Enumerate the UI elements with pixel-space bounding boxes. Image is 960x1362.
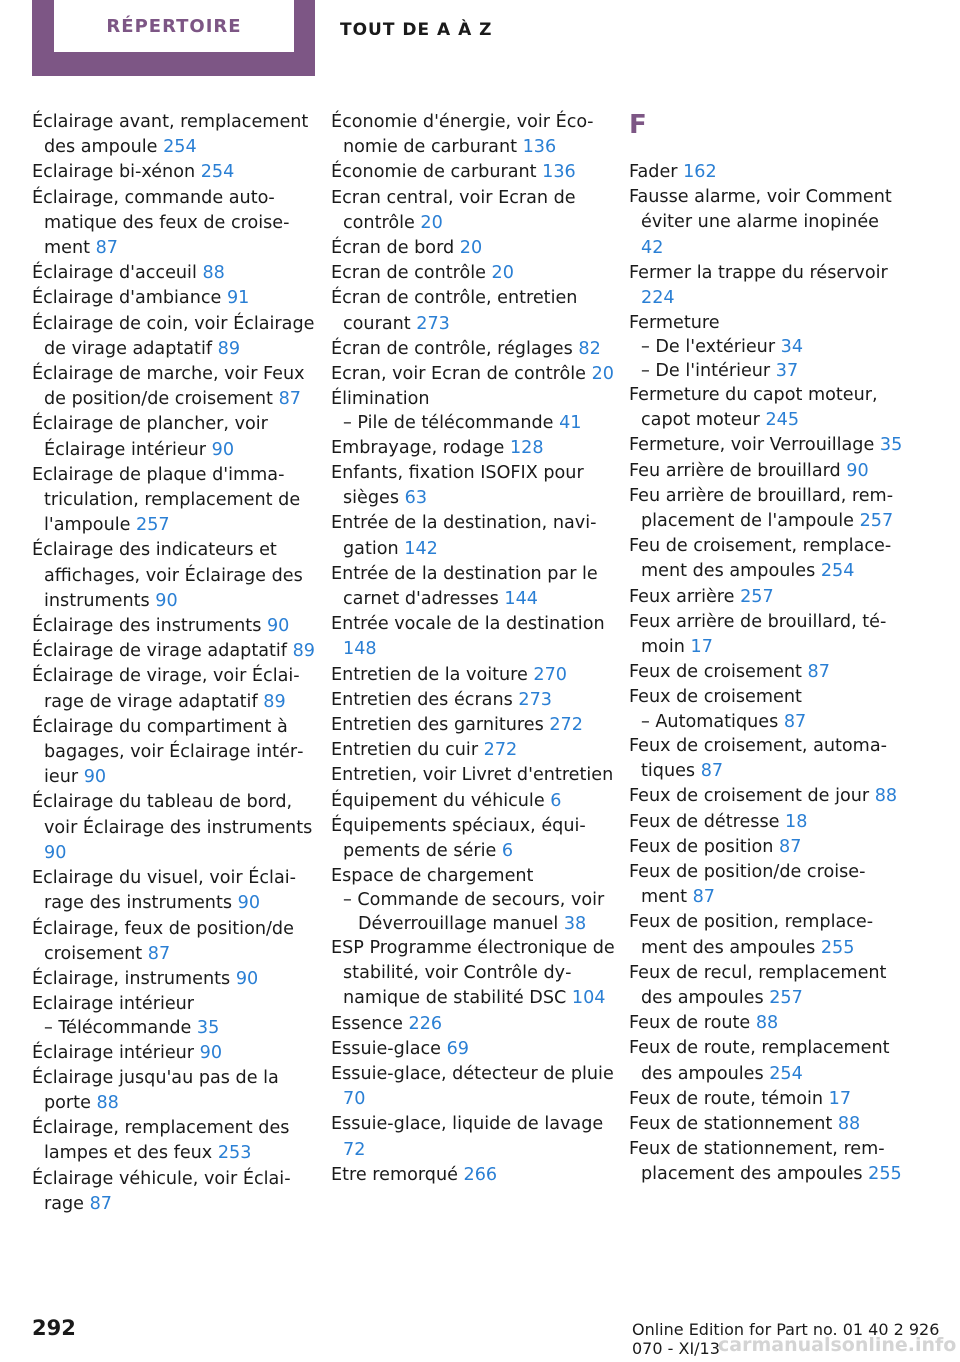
entry-text: Embrayage, rodage: [331, 437, 505, 458]
page-link[interactable]: 87: [89, 1193, 112, 1214]
index-entry: [629, 534, 904, 584]
index-entry: [629, 810, 904, 835]
page-link[interactable]: 144: [504, 588, 538, 609]
entry-text: Eclairage intérieur: [32, 994, 195, 1015]
entry-text: Éclairage de virage adaptatif: [32, 641, 287, 662]
entry-text: Feux de route, remplacement des ampoules: [629, 1038, 890, 1084]
index-entry: [331, 186, 616, 236]
page-link[interactable]: 270: [533, 664, 568, 685]
index-entry: [331, 236, 616, 261]
entry-text: Feux de détresse: [629, 811, 780, 832]
index-entry: [32, 1116, 317, 1166]
entry-text: Éclairage d'acceuil: [32, 263, 197, 284]
page-link[interactable]: 35: [879, 435, 903, 456]
entry-text: Feux de position/de croisement: [629, 861, 866, 908]
entry-text: Équipement du véhicule: [331, 790, 545, 811]
index-entry: [331, 362, 616, 387]
entry-text: Feux de position: [629, 836, 774, 857]
index-entry: [331, 612, 616, 662]
index-entry: [32, 1167, 317, 1217]
entry-text: Essuie-glace, détecteur de pluie: [331, 1064, 614, 1084]
entry-text: Feu arrière de brouillard, remplacement de l'ampoule: [629, 485, 894, 532]
index-entry: [629, 1137, 904, 1187]
entry-text: Éclairage avant, remplacement des ampoule: [32, 112, 309, 158]
index-entry: [331, 688, 616, 713]
entry-text: Écran de contrôle, entretien courant: [331, 288, 578, 334]
index-entry: [629, 484, 904, 534]
page-link[interactable]: 90: [83, 767, 107, 788]
index-column-2: [331, 110, 616, 1188]
page-link[interactable]: 255: [820, 937, 855, 958]
index-letter-heading: F: [629, 110, 647, 140]
index-column-1: [32, 110, 317, 1217]
entry-text: Fermer la trappe du réservoir: [629, 262, 888, 283]
index-entry: [32, 790, 317, 866]
page-link[interactable]: 254: [820, 561, 855, 582]
index-entry: [331, 713, 616, 738]
index-entry: [629, 433, 904, 458]
entry-text: Feu arrière de brouillard: [629, 460, 841, 481]
index-entry: [331, 1012, 616, 1037]
index-entry: [331, 789, 616, 814]
entry-text: Entrée vocale de la destination: [331, 614, 605, 635]
index-entry: [629, 1036, 904, 1086]
index-entry: [629, 160, 904, 185]
index-entry: [331, 110, 616, 160]
index-entry: [331, 511, 616, 561]
index-entry: [331, 1037, 616, 1062]
entry-text: Élimination: [331, 389, 430, 410]
entry-text: Entretien des garnitures: [331, 714, 544, 735]
index-entry: [32, 538, 317, 614]
page-link[interactable]: 245: [765, 410, 800, 431]
index-subentry: [331, 889, 616, 936]
page-link[interactable]: 136: [522, 137, 557, 158]
page-link[interactable]: 90: [846, 460, 869, 481]
index-entry: [32, 412, 317, 462]
page-link[interactable]: 89: [217, 338, 241, 359]
index-entry: [629, 685, 904, 710]
index-entry: [32, 261, 317, 286]
page-link[interactable]: 87: [807, 662, 830, 683]
entry-text: Feux de stationnement, remplacement des ampoules: [629, 1139, 885, 1185]
tab-repertoire-inner: [54, 0, 294, 52]
index-entry: [32, 967, 317, 992]
index-entry: [32, 664, 317, 714]
index-entry: [331, 1112, 616, 1162]
page-link[interactable]: 20: [420, 212, 443, 233]
entry-text: Éclairage du compartiment à bagages, voir Éclairage intérieur: [32, 716, 304, 788]
page-link[interactable]: 148: [343, 639, 377, 660]
page-link[interactable]: 254: [163, 137, 197, 158]
page-link[interactable]: 87: [278, 389, 301, 410]
index-entry: [32, 463, 317, 539]
index-entry: [629, 311, 904, 336]
entry-text: – Commande de secours, voir Déverrouillage manuel: [343, 890, 605, 934]
entry-text: Fermeture du capot moteur, capot moteur: [629, 385, 878, 431]
page-link[interactable]: 88: [96, 1093, 119, 1114]
entry-text: Feux de position, remplacement des ampoules: [629, 912, 874, 958]
index-entry: [331, 387, 616, 412]
index-entry: [629, 261, 904, 311]
index-entry: [331, 562, 616, 612]
index-entry: [331, 663, 616, 688]
page-link[interactable]: 142: [404, 538, 438, 559]
index-entry: [32, 1041, 317, 1066]
index-entry: [629, 1112, 904, 1137]
page-link[interactable]: 89: [292, 641, 315, 662]
page-link[interactable]: 266: [463, 1164, 498, 1185]
entry-text: – Pile de télécommande: [343, 413, 554, 434]
index-entry: [331, 286, 616, 336]
index-entry: [629, 734, 904, 784]
page-link[interactable]: 273: [518, 689, 552, 710]
entry-text: Entretien du cuir: [331, 740, 479, 761]
page-link[interactable]: 91: [226, 288, 250, 309]
index-entry: [629, 961, 904, 1011]
entry-text: Fausse alarme, voir Comment éviter une alarme inopinée: [629, 187, 892, 233]
index-entry: [331, 864, 616, 889]
index-entry: [629, 910, 904, 960]
entry-text: ESP Programme électronique de stabilité, voir Contrôle dynamique de stabilité DSC: [331, 937, 615, 1009]
entry-text: Écran de bord: [331, 238, 455, 259]
index-subentry: [629, 711, 904, 734]
entry-text: – Télécommande: [44, 1018, 192, 1039]
page-link[interactable]: 254: [769, 1063, 803, 1084]
entry-text: Ecran central, voir Ecran de contrôle: [331, 187, 576, 233]
entry-text: Éclairage intérieur: [32, 1042, 195, 1063]
page-link[interactable]: 90: [211, 439, 235, 460]
page-link[interactable]: 6: [550, 790, 562, 811]
entry-text: Eclairage bi-xénon: [32, 162, 196, 183]
page-link[interactable]: 88: [874, 786, 898, 807]
entry-text: Feux de stationnement: [629, 1114, 833, 1134]
page-link[interactable]: 257: [136, 515, 170, 536]
index-entry: [331, 337, 616, 362]
page-link[interactable]: 6: [501, 840, 514, 861]
index-entry: [629, 610, 904, 660]
page-link[interactable]: 90: [266, 616, 290, 637]
index-entry: [629, 185, 904, 261]
index-entry: [331, 436, 616, 461]
entry-text: Fader: [629, 162, 678, 182]
index-entry: [32, 312, 317, 362]
entry-text: Entretien de la voiture: [331, 664, 528, 685]
page-link[interactable]: 20: [459, 238, 483, 259]
entry-text: Ecran, voir Ecran de contrôle: [331, 364, 586, 385]
entry-text: Feux de route: [629, 1013, 751, 1034]
entry-text: Éclairage véhicule, voir Éclairage: [32, 1168, 291, 1214]
page-link[interactable]: 87: [783, 711, 807, 732]
entry-text: Éclairage du tableau de bord, voir Éclairage des instruments: [32, 792, 313, 838]
page-link[interactable]: 87: [147, 943, 171, 964]
index-entry: [32, 160, 317, 185]
entry-text: Eclairage de plaque d'immatriculation, remplacement de l'ampoule: [32, 464, 301, 536]
index-entry: [331, 461, 616, 511]
index-entry: [331, 763, 616, 788]
tab-repertoire[interactable]: [32, 0, 315, 76]
entry-text: Feux de route, témoin: [629, 1088, 824, 1109]
entry-text: Éclairage de marche, voir Feux de position/de croisement: [32, 364, 305, 410]
page-link[interactable]: 90: [44, 842, 67, 863]
page-link[interactable]: 257: [769, 987, 803, 1008]
watermark: carmanualsonline.info: [718, 1334, 957, 1356]
index-entry: [32, 866, 317, 916]
entry-text: Essuie-glace, liquide de lavage: [331, 1114, 604, 1135]
entry-text: Entretien des écrans: [331, 689, 513, 710]
page-link[interactable]: 162: [683, 162, 717, 182]
page-link[interactable]: 90: [155, 590, 178, 611]
entry-text: Éclairage, instruments: [32, 968, 231, 989]
page-link[interactable]: 20: [491, 263, 514, 284]
entry-text: Fermeture, voir Verrouillage: [629, 435, 875, 456]
page-link[interactable]: 41: [559, 413, 582, 434]
entry-text: Feux de recul, remplacement des ampoules: [629, 962, 887, 1008]
page-link[interactable]: 136: [542, 162, 576, 183]
entry-text: Feux arrière de brouillard, témoin: [629, 611, 887, 658]
index-entry: [629, 660, 904, 685]
entry-text: Éclairage de virage, voir Éclairage de virage adaptatif: [32, 666, 300, 712]
page-link[interactable]: 17: [828, 1088, 852, 1109]
entry-text: Éclairage, commande automatique des feux de croisement: [32, 187, 290, 259]
page-link[interactable]: 72: [343, 1139, 366, 1160]
page-link[interactable]: 253: [217, 1143, 252, 1164]
entry-text: – Automatiques: [641, 711, 779, 732]
page-link[interactable]: 38: [563, 913, 587, 934]
index-entry: [32, 614, 317, 639]
entry-text: Entrée de la destination, navigation: [331, 513, 597, 559]
index-entry: [331, 261, 616, 286]
page-link[interactable]: 254: [200, 162, 235, 183]
page-link[interactable]: 90: [199, 1042, 223, 1063]
index-entry: [629, 784, 904, 809]
page-link[interactable]: 87: [700, 761, 724, 782]
entry-text: Eclairage du visuel, voir Éclairage des instruments: [32, 868, 296, 914]
entry-text: Éclairage, feux de position/de croisement: [32, 918, 294, 964]
entry-text: Entretien, voir Livret d'entretien: [331, 765, 614, 786]
tab-repertoire-label: RÉPERTOIRE: [106, 15, 242, 37]
index-entry: [32, 715, 317, 791]
page-link[interactable]: 35: [196, 1018, 220, 1039]
page-link[interactable]: 82: [578, 338, 601, 359]
page-link[interactable]: 224: [641, 288, 675, 309]
page-link[interactable]: 18: [785, 811, 808, 832]
index-subentry: [331, 412, 616, 435]
page-link[interactable]: 128: [509, 437, 544, 458]
page-number: 292: [32, 1316, 76, 1340]
entry-text: Espace de chargement: [331, 866, 534, 887]
entry-text: Éclairage, remplacement des lampes et des feux: [32, 1118, 290, 1164]
entry-text: Écran de contrôle, réglages: [331, 338, 573, 359]
page-link[interactable]: 87: [779, 836, 802, 857]
page-link[interactable]: 63: [404, 488, 428, 509]
page-link[interactable]: 273: [416, 313, 450, 334]
entry-text: Économie d'énergie, voir Économie de carburant: [331, 112, 594, 158]
page-link[interactable]: 272: [549, 714, 583, 735]
index-subentry: [629, 336, 904, 359]
page-link[interactable]: 88: [837, 1114, 861, 1134]
page-link[interactable]: 37: [775, 360, 799, 381]
index-entry: [629, 835, 904, 860]
entry-text: Éclairage des instruments: [32, 616, 262, 637]
index-entry: [331, 1062, 616, 1112]
page-link[interactable]: 272: [483, 740, 518, 761]
index-entry: [32, 362, 317, 412]
index-entry: [32, 286, 317, 311]
page-link[interactable]: 90: [237, 893, 261, 914]
index-entry: [32, 110, 317, 160]
entry-text: Feu de croisement, remplacement des ampoules: [629, 536, 892, 582]
page-link[interactable]: 226: [408, 1013, 443, 1034]
page-link[interactable]: 90: [235, 968, 259, 989]
page-link[interactable]: 255: [868, 1164, 902, 1185]
index-entry: [629, 860, 904, 910]
page-link[interactable]: 257: [740, 586, 774, 607]
entry-text: Éclairage de plancher, voir Éclairage intérieur: [32, 414, 268, 460]
entry-text: Etre remorqué: [331, 1164, 458, 1185]
index-entry: [331, 936, 616, 1012]
page-link[interactable]: 87: [692, 887, 715, 908]
index-entry: [629, 1011, 904, 1036]
index-entry: [32, 639, 317, 664]
index-entry: [331, 160, 616, 185]
entry-text: – De l'extérieur: [641, 337, 776, 358]
entry-text: Éclairage jusqu'au pas de la porte: [32, 1067, 279, 1114]
entry-text: Éclairage d'ambiance: [32, 288, 222, 309]
entry-text: Feux de croisement: [629, 662, 802, 683]
page-link[interactable]: 88: [202, 263, 225, 284]
entry-text: Économie de carburant: [331, 162, 537, 183]
entry-text: Éclairage des indicateurs et affichages, voir Éclairage des instruments: [32, 540, 303, 611]
page-link[interactable]: 20: [591, 364, 614, 385]
index-entry: [629, 1087, 904, 1112]
entry-text: Essuie-glace: [331, 1038, 441, 1059]
index-entry: [32, 1066, 317, 1116]
entry-text: – De l'intérieur: [641, 360, 771, 381]
page-link[interactable]: 42: [641, 237, 664, 258]
page-link[interactable]: 34: [780, 337, 804, 358]
page-link[interactable]: 17: [690, 637, 713, 658]
entry-text: Enfants, fixation ISOFIX pour sièges: [331, 462, 584, 509]
index-entry: [629, 459, 904, 484]
index-entry: [331, 814, 616, 864]
page-link[interactable]: 70: [343, 1089, 366, 1110]
entry-text: Ecran de contrôle: [331, 263, 486, 284]
edition-footer: Online Edition for Part no. 01 40 2 926 070 - XI/13: [632, 1320, 940, 1358]
index-entry: [331, 738, 616, 763]
page-link[interactable]: 104: [571, 988, 606, 1009]
entry-text: Entrée de la destination par le carnet d'adresses: [331, 563, 598, 609]
index-subentry: [32, 1017, 317, 1040]
index-column-3: [629, 110, 904, 1188]
page-link[interactable]: 87: [95, 238, 118, 259]
page-link[interactable]: 89: [263, 691, 286, 712]
entry-text: Feux de croisement, automatiques: [629, 735, 887, 782]
index-subentry: [629, 360, 904, 383]
page-link[interactable]: 257: [859, 511, 894, 532]
entry-text: Feux de croisement: [629, 687, 802, 708]
index-entry: [629, 383, 904, 433]
index-entry: [32, 186, 317, 262]
entry-text: Fermeture: [629, 313, 720, 334]
index-entry: [32, 917, 317, 967]
entry-text: Feux arrière: [629, 586, 735, 607]
entry-text: Éclairage de coin, voir Éclairage de virage adaptatif: [32, 313, 315, 359]
index-entry: [331, 1163, 616, 1188]
index-entry: [629, 585, 904, 610]
entry-text: Essence: [331, 1013, 403, 1034]
entry-text: Feux de croisement de jour: [629, 786, 870, 807]
entry-text: Équipements spéciaux, équipements de série: [331, 815, 586, 861]
page-link[interactable]: 88: [755, 1013, 779, 1034]
page-link[interactable]: 69: [446, 1038, 469, 1059]
tab-tout-de-a-a-z[interactable]: TOUT DE A À Z: [340, 20, 493, 40]
index-entry: [32, 992, 317, 1017]
